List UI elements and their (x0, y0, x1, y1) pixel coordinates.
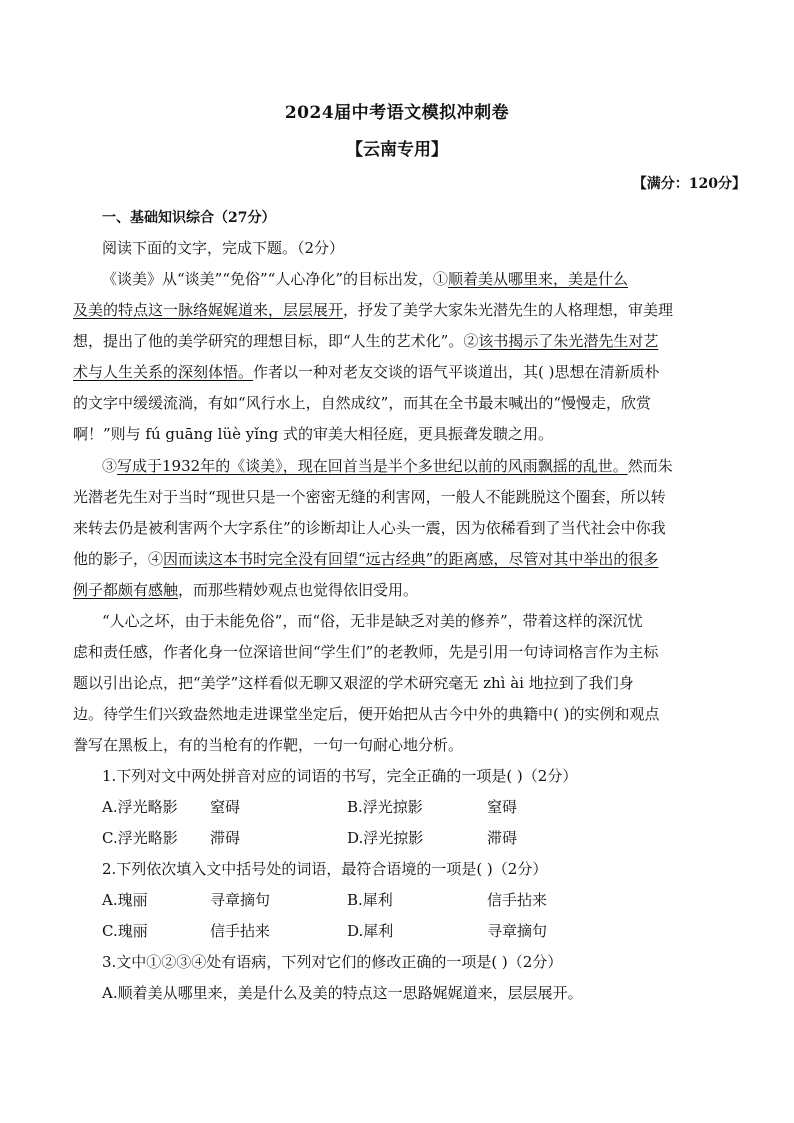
passage-line (73, 331, 733, 351)
exam-region-subtitle: 【云南专用】 (346, 140, 448, 160)
passage-line: 边。待学生们兴致盎然地走进课堂坐定后，便开始把从古今中外的典籍中( )的实例和观点 (73, 705, 660, 723)
underlined-sentence: 因而读这本书时完全没有回望“远古经典”的距离感，尽管对其中举出的很多 (163, 550, 659, 568)
option-a-word: 窒碍 (210, 798, 241, 816)
option-d-word: 滞碍 (487, 829, 518, 847)
underlined-sentence: 该书揭示了朱光潜先生对艺 (478, 332, 659, 350)
passage-line (102, 456, 762, 476)
question-3: 3.文中①②③④处有语病，下列对它们的修改正确的一项是( )（2分） (102, 953, 563, 971)
option-c-word: 滞碍 (210, 829, 241, 847)
option-d-label: D.犀利 (347, 922, 394, 940)
option-a-text: A.顺着美从哪里来，美是什么及美的特点这一思路娓娓道来，层层展开。 (102, 984, 583, 1002)
option-c-label: C.瑰丽 (102, 922, 148, 940)
option-c-word: 信手拈来 (210, 922, 271, 940)
passage-line (102, 269, 762, 289)
passage-line: 誊写在黑板上，有的当枪有的作靶，一句一句耐心地分析。 (73, 736, 464, 754)
passage-line (73, 549, 733, 569)
option-c-label: C.浮光略影 (102, 829, 178, 847)
option-b-word: 信手拈来 (487, 891, 548, 909)
section-heading: 一、基础知识综合（27分） (102, 210, 276, 226)
passage-text: 作者以一种对老友交谈的语气平谈道出，其( )思想在清新质朴 (253, 363, 660, 381)
passage-text: ③ (102, 457, 118, 475)
option-d-word: 寻章摘句 (487, 922, 548, 940)
passage-line: 啊！”则与 fú guāng lüè yǐng 式的审美大相径庭，更具振聋发聩之用。 (73, 425, 554, 443)
passage-line (73, 362, 733, 382)
underlined-sentence: 写成于1932年的《谈美》，现在回首当是半个多世纪以前的风雨飘摇的乱世。 (117, 457, 628, 475)
underlined-sentence: 例子都颇有感触 (73, 581, 179, 599)
passage-text: 《谈美》从“谈美”“免俗”“人心净化”的目标出发，① (102, 270, 449, 288)
option-d-label: D.浮光掠影 (347, 829, 424, 847)
underlined-sentence: 术与人生关系的深刻体悟。 (73, 363, 254, 381)
question-1: 1.下列对文中两处拼音对应的词语的书写，完全正确的一项是( )（2分） (102, 767, 578, 785)
option-b-label: B.犀利 (347, 891, 393, 909)
instruction-text: 阅读下面的文字，完成下题。（2分） (102, 239, 345, 257)
passage-line: 题以引出论点，把“美学”这样看似无聊又艰涩的学术研究毫无 zhì ài 地拉到了我们身 (73, 674, 634, 692)
option-a-label: A.瑰丽 (102, 891, 148, 909)
underlined-sentence: 顺着美从哪里来，美是什么 (448, 270, 629, 288)
passage-line: 的文字中缓缓流淌，有如“风行水上，自然成纹”，而其在全书最末喊出的“慢慢走，欣赏 (73, 394, 652, 412)
full-score-label: 【满分：120分】 (632, 176, 746, 192)
exam-title: 2024届中考语文模拟冲刺卷 (284, 103, 510, 123)
option-a-label: A.浮光略影 (102, 798, 178, 816)
passage-line: 来转去仍是被利害两个大字系住”的诊断却让人心头一震，因为依稀看到了当代社会中你我 (73, 519, 666, 537)
option-b-label: B.浮光掠影 (347, 798, 423, 816)
passage-text: ，而那些精妙观点也觉得依旧受用。 (178, 581, 419, 599)
passage-line (73, 580, 733, 600)
passage-text: 想，提出了他的美学研究的理想目标，即“人生的艺术化”。② (73, 332, 479, 350)
passage-text: ，抒发了美学大家朱光潜先生的人格理想，审美理 (343, 301, 674, 319)
passage-text: 他的影子，④ (73, 550, 164, 568)
passage-text: 然而朱 (627, 457, 673, 475)
option-b-word: 窒碍 (487, 798, 518, 816)
option-a-word: 寻章摘句 (210, 891, 271, 909)
underlined-sentence: 及美的特点这一脉络娓娓道来，层层展开 (73, 301, 344, 319)
passage-line: 虑和责任感，作者化身一位深谙世间“学生们”的老教师，先是引用一句诗词格言作为主标 (73, 643, 659, 661)
passage-line (73, 300, 733, 320)
passage-line: 光潜老先生对于当时“现世只是一个密密无缝的利害网，一般人不能跳脱这个圈套，所以转 (73, 488, 666, 506)
question-2: 2.下列依次填入文中括号处的词语，最符合语境的一项是( )（2分） (102, 860, 548, 878)
passage-line: “人心之坏，由于未能免俗”，而“俗，无非是缺乏对美的修养”，带着这样的深沉忧 (102, 612, 643, 630)
